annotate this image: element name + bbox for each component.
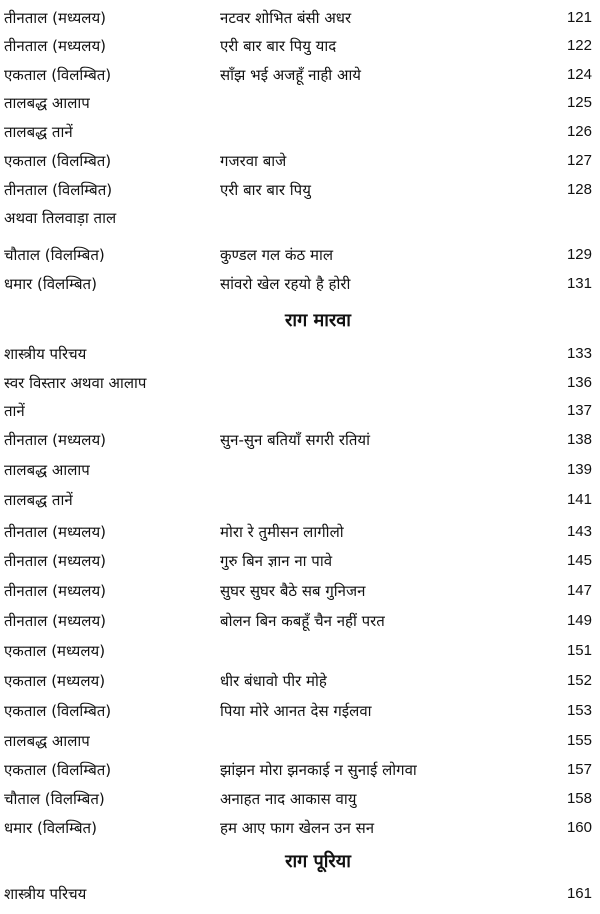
taal-label: एकताल (विलम्बित)	[4, 152, 112, 170]
toc-row	[0, 118, 600, 146]
toc-row	[0, 147, 600, 175]
taal-label: तीनताल (मध्यलय)	[4, 582, 107, 600]
toc-row	[0, 61, 600, 89]
page-number: 122	[566, 37, 592, 54]
toc-row	[0, 756, 600, 784]
page-number: 147	[566, 582, 592, 599]
bandish-title: सुन-सुन बतियाँ सगरी रतियां	[220, 431, 370, 449]
page-number: 149	[566, 612, 592, 629]
taal-label: शास्त्रीय परिचय	[4, 885, 87, 903]
taal-label: तालबद्ध तानें	[4, 491, 73, 509]
taal-label: एकताल (विलम्बित)	[4, 761, 112, 779]
taal-label: तालबद्ध आलाप	[4, 732, 90, 750]
bandish-title: नटवर शोभित बंसी अधर	[220, 9, 352, 27]
taal-label: स्वर विस्तार अथवा आलाप	[4, 374, 147, 392]
toc-row	[0, 607, 600, 635]
toc-row	[0, 518, 600, 546]
page-number: 160	[566, 819, 592, 836]
page-number: 141	[566, 491, 592, 508]
toc-row	[0, 397, 600, 425]
page-number: 124	[566, 66, 592, 83]
bandish-title: कुण्डल गल कंठ माल	[220, 246, 334, 264]
toc-row	[0, 241, 600, 269]
bandish-title: गुरु बिन ज्ञान ना पावे	[220, 552, 333, 570]
taal-label: शास्त्रीय परिचय	[4, 345, 87, 363]
taal-label: तीनताल (मध्यलय)	[4, 9, 107, 27]
toc-row	[0, 204, 600, 232]
bandish-title: झांझन मोरा झनकाई न सुनाई लोगवा	[220, 761, 417, 779]
toc-row	[0, 814, 600, 842]
page-number: 138	[566, 431, 592, 448]
page-number: 155	[566, 732, 592, 749]
page-number: 121	[566, 9, 592, 26]
page-number: 158	[566, 790, 592, 807]
toc-row	[0, 785, 600, 813]
bandish-title: एरी बार बार पियु	[220, 181, 311, 199]
bandish-title: साँझ भई अजहूँ नाही आये	[220, 66, 361, 84]
toc-row	[0, 456, 600, 484]
taal-label: चौताल (विलम्बित)	[4, 790, 105, 808]
toc-row	[0, 369, 600, 397]
toc-row	[0, 727, 600, 755]
page-number: 136	[566, 374, 592, 391]
toc-row	[0, 697, 600, 725]
taal-label: तीनताल (मध्यलय)	[4, 37, 107, 55]
page-number: 152	[566, 672, 592, 689]
bandish-title: धीर बंधावो पीर मोहे	[220, 672, 327, 690]
toc-row	[0, 667, 600, 695]
page-number: 161	[566, 885, 592, 902]
bandish-title: हम आए फाग खेलन उन सन	[220, 819, 375, 837]
taal-label: तालबद्ध आलाप	[4, 461, 90, 479]
taal-label: तालबद्ध तानें	[4, 123, 73, 141]
taal-label: तीनताल (मध्यलय)	[4, 523, 107, 541]
toc-row	[0, 577, 600, 605]
toc-row	[0, 637, 600, 665]
bandish-title: सांवरो खेल रहयो है होरी	[220, 275, 351, 293]
toc-row	[0, 426, 600, 454]
taal-label: तीनताल (मध्यलय)	[4, 552, 107, 570]
page-number: 145	[566, 552, 592, 569]
toc-row	[0, 340, 600, 368]
toc-row	[0, 32, 600, 60]
bandish-title: गजरवा बाजे	[220, 152, 287, 170]
page-number: 137	[566, 402, 592, 419]
section-heading-raag-marwa: राग मारवा	[285, 310, 351, 331]
bandish-title: अनाहत नाद आकास वायु	[220, 790, 357, 808]
page-number: 139	[566, 461, 592, 478]
page-number: 153	[566, 702, 592, 719]
toc-row	[0, 89, 600, 117]
taal-label: तीनताल (मध्यलय)	[4, 431, 107, 449]
page-number: 129	[566, 246, 592, 263]
page-number: 143	[566, 523, 592, 540]
toc-row	[0, 4, 600, 32]
page-number: 133	[566, 345, 592, 362]
taal-label: एकताल (मध्यलय)	[4, 672, 106, 690]
taal-label: एकताल (विलम्बित)	[4, 702, 112, 720]
taal-label: तानें	[4, 402, 25, 420]
taal-label: चौताल (विलम्बित)	[4, 246, 105, 264]
taal-label: धमार (विलम्बित)	[4, 819, 97, 837]
bandish-title: मोरा रे तुमीसन लागीलो	[220, 523, 344, 541]
page-number: 131	[566, 275, 592, 292]
taal-label: अथवा तिलवाड़ा ताल	[4, 209, 117, 227]
bandish-title: सुघर सुघर बैठे सब गुनिजन	[220, 582, 366, 600]
toc-row	[0, 880, 600, 908]
taal-label: तालबद्ध आलाप	[4, 94, 90, 112]
taal-label: तीनताल (मध्यलय)	[4, 612, 107, 630]
page-number: 157	[566, 761, 592, 778]
page-number: 151	[566, 642, 592, 659]
toc-row	[0, 547, 600, 575]
bandish-title: एरी बार बार पियु याद	[220, 37, 337, 55]
taal-label: एकताल (मध्यलय)	[4, 642, 106, 660]
bandish-title: पिया मोरे आनत देस गईलवा	[220, 702, 372, 720]
taal-label: धमार (विलम्बित)	[4, 275, 97, 293]
toc-row	[0, 176, 600, 204]
page-number: 126	[566, 123, 592, 140]
toc-row	[0, 486, 600, 514]
page-number: 125	[566, 94, 592, 111]
taal-label: एकताल (विलम्बित)	[4, 66, 112, 84]
page-number: 128	[566, 181, 592, 198]
taal-label: तीनताल (विलम्बित)	[4, 181, 113, 199]
page-number: 127	[566, 152, 592, 169]
toc-row	[0, 270, 600, 298]
bandish-title: बोलन बिन कबहूँ चैन नहीं परत	[220, 612, 385, 630]
section-heading-raag-puriya: राग पूरिया	[285, 851, 351, 872]
